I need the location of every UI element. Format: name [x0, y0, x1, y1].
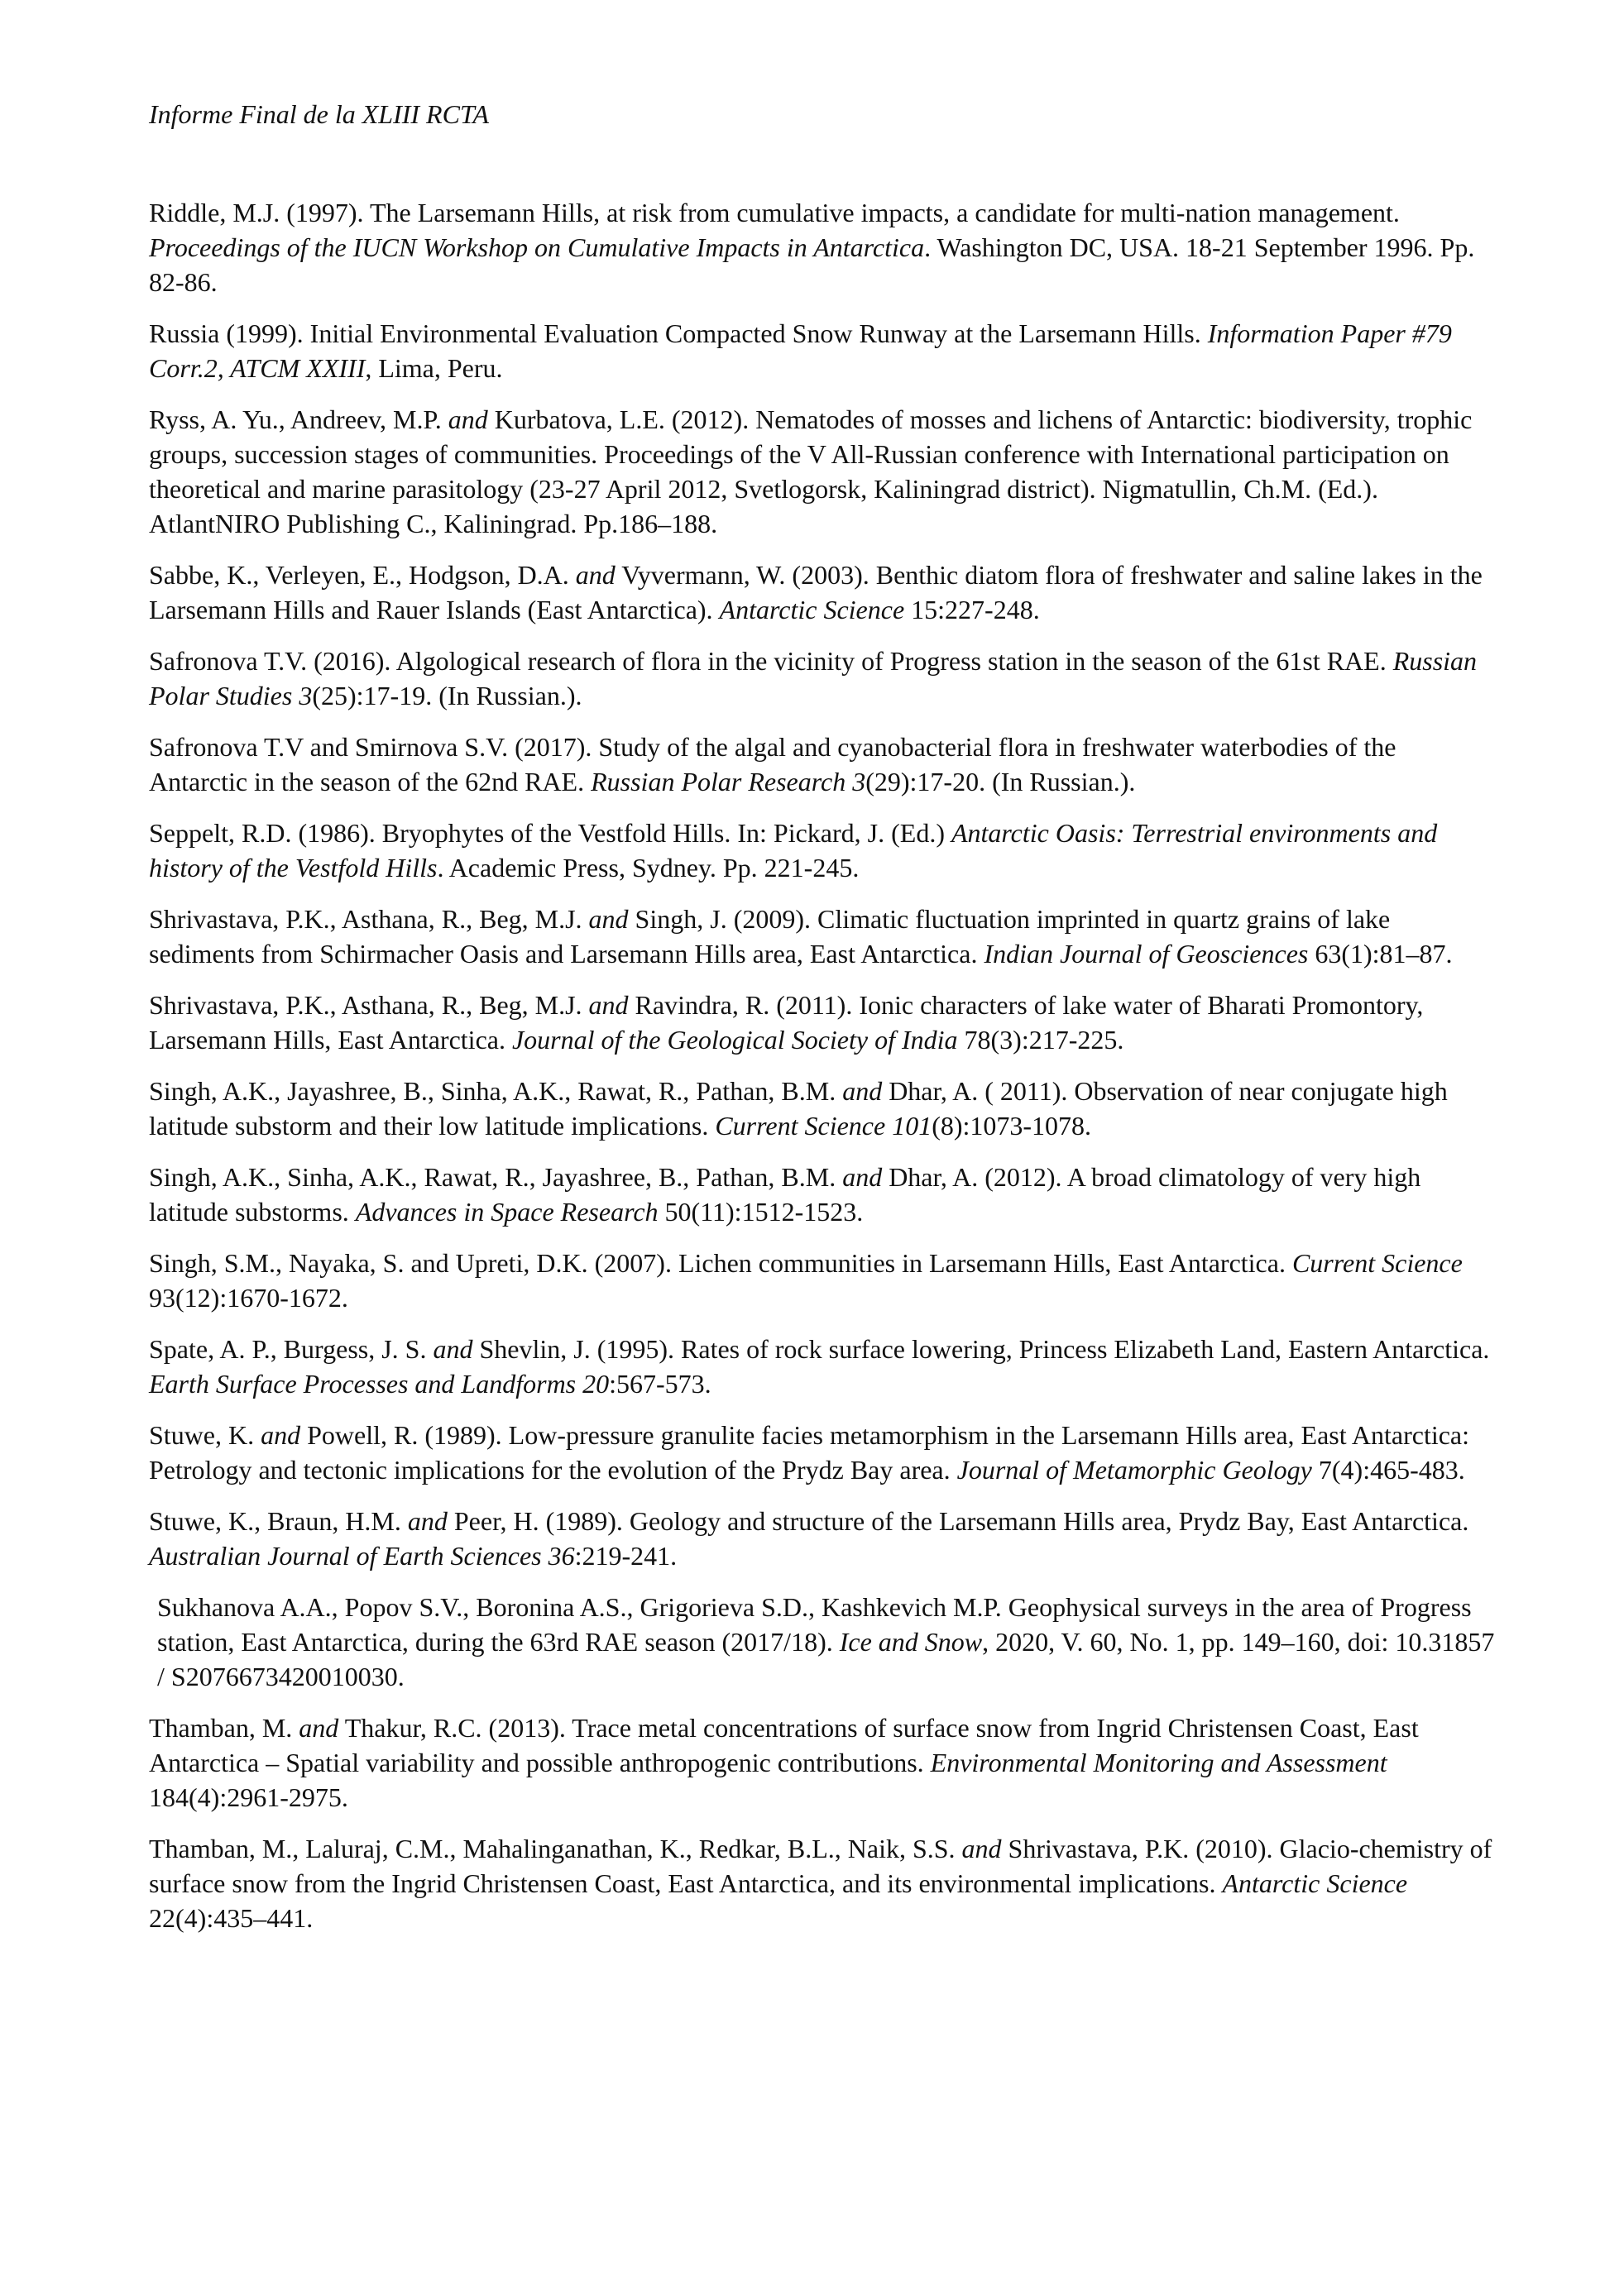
reference-text-segment: (29):17-20. (In Russian.).: [865, 767, 1136, 796]
reference-entry: [149, 1074, 1497, 1143]
reference-entry: [149, 1590, 1497, 1694]
reference-italic-segment: Russian Polar Studies 3: [149, 646, 1478, 710]
reference-italic-segment: Antarctic Oasis: Terrestrial environments and history of the Vestfold Hills: [149, 818, 1438, 883]
reference-text-segment: Thamban, M., Laluraj, C.M., Mahalinganathan, K., Redkar, B.L., Naik, S.S.: [149, 1834, 962, 1863]
reference-text-segment: Seppelt, R.D. (1986). Bryophytes of the Vestfold Hills. In: Pickard, J. (Ed.): [149, 818, 951, 848]
reference-text-segment: Powell, R. (1989). Low-pressure granulite facies metamorphism in the Larsemann Hills area, East Antarctica: Petrology and tectonic implications for the evolution of the Prydz Bay area.: [149, 1420, 1470, 1485]
reference-text-segment: Shrivastava, P.K., Asthana, R., Beg, M.J.: [149, 990, 589, 1020]
reference-text-segment: Thamban, M.: [149, 1713, 299, 1743]
reference-text-segment: 7(4):465-483.: [1311, 1455, 1465, 1485]
reference-text-segment: Stuwe, K.: [149, 1420, 261, 1450]
reference-text-segment: 93(12):1670-1672.: [149, 1283, 348, 1313]
reference-text-segment: Shevlin, J. (1995). Rates of rock surface lowering, Princess Elizabeth Land, Eastern Antarctica.: [472, 1334, 1490, 1364]
reference-italic-segment: Antarctic Science: [1222, 1868, 1408, 1898]
reference-text-segment: Dhar, A. ( 2011). Observation of near conjugate high latitude substorm and their low latitude implications.: [149, 1076, 1448, 1141]
reference-text-segment: Stuwe, K., Braun, H.M.: [149, 1506, 408, 1536]
reference-italic-segment: and: [842, 1076, 883, 1106]
reference-entry: [149, 1160, 1497, 1229]
reference-entry: [149, 1332, 1497, 1401]
reference-italic-segment: and: [448, 404, 488, 434]
reference-text-segment: Sukhanova A.A., Popov S.V., Boronina A.S., Grigorieva S.D., Kashkevich M.P. Geophysical surveys in the area of Progress station, East Antarctica, during the 63rd RAE season (2017/18).: [157, 1592, 1472, 1657]
reference-italic-segment: Australian Journal of Earth Sciences 36: [149, 1541, 575, 1571]
reference-text-segment: Spate, A. P., Burgess, J. S.: [149, 1334, 434, 1364]
running-header: Informe Final de la XLIII RCTA: [149, 99, 489, 129]
reference-text-segment: (25):17-19. (In Russian.).: [312, 681, 582, 710]
reference-italic-segment: Indian Journal of Geosciences: [984, 939, 1309, 969]
reference-italic-segment: Earth Surface Processes and Landforms 20: [149, 1369, 610, 1399]
reference-text-segment: Safronova T.V and Smirnova S.V. (2017). Study of the algal and cyanobacterial flora in freshwater waterbodies of the Antarctic in the season of the 62nd RAE.: [149, 732, 1396, 796]
reference-text-segment: Thakur, R.C. (2013). Trace metal concentrations of surface snow from Ingrid Christensen Coast, East Antarctica – Spatial variability and possible anthropogenic contributions.: [149, 1713, 1419, 1777]
reference-italic-segment: and: [407, 1506, 448, 1536]
reference-italic-segment: Journal of Metamorphic Geology: [956, 1455, 1312, 1485]
reference-entry: [149, 816, 1497, 885]
reference-text-segment: 78(3):217-225.: [957, 1025, 1124, 1055]
reference-italic-segment: Environmental Monitoring and Assessment: [930, 1748, 1387, 1777]
reference-entry: [149, 316, 1497, 385]
reference-italic-segment: Current Science: [1291, 1248, 1463, 1278]
reference-italic-segment: Journal of the Geological Society of India: [511, 1025, 958, 1055]
reference-italic-segment: and: [433, 1334, 473, 1364]
reference-entry: [149, 729, 1497, 799]
reference-entry: [149, 1504, 1497, 1573]
reference-text-segment: , Lima, Peru.: [365, 353, 503, 383]
reference-italic-segment: Antarctic Science: [719, 595, 905, 624]
reference-italic-segment: Russian Polar Research 3: [591, 767, 866, 796]
reference-text-segment: . Academic Press, Sydney. Pp. 221-245.: [437, 853, 860, 883]
reference-entry: [149, 557, 1497, 627]
reference-text-segment: Peer, H. (1989). Geology and structure of the Larsemann Hills area, Prydz Bay, East Antarctica.: [447, 1506, 1469, 1536]
reference-italic-segment: Proceedings of the IUCN Workshop on Cumulative Impacts in Antarctica: [149, 232, 925, 262]
reference-text-segment: 184(4):2961-2975.: [149, 1782, 348, 1812]
reference-text-segment: Singh, A.K., Jayashree, B., Sinha, A.K., Rawat, R., Pathan, B.M.: [149, 1076, 843, 1106]
reference-text-segment: 50(11):1512-1523.: [658, 1197, 864, 1227]
reference-text-segment: Russia (1999). Initial Environmental Evaluation Compacted Snow Runway at the Larsemann Hills.: [149, 318, 1208, 348]
reference-text-segment: (8):1073-1078.: [932, 1111, 1092, 1141]
reference-text-segment: Dhar, A. (2012). A broad climatology of very high latitude substorms.: [149, 1162, 1421, 1227]
reference-text-segment: Safronova T.V. (2016). Algological research of flora in the vicinity of Progress station in the season of the 61st RAE.: [149, 646, 1393, 676]
reference-entry: [149, 988, 1497, 1057]
reference-entry: [149, 1246, 1497, 1315]
reference-text-segment: :567-573.: [609, 1369, 711, 1399]
reference-entry: [149, 195, 1497, 299]
reference-text-segment: Vyvermann, W. (2003). Benthic diatom flora of freshwater and saline lakes in the Larsemann Hills and Rauer Islands (East Antarctica).: [149, 560, 1483, 624]
reference-italic-segment: Advances in Space Research: [355, 1197, 659, 1227]
reference-text-segment: . Washington DC, USA. 18-21 September 1996. Pp. 82-86.: [149, 232, 1475, 297]
reference-text-segment: :219-241.: [574, 1541, 678, 1571]
reference-text-segment: Sabbe, K., Verleyen, E., Hodgson, D.A.: [149, 560, 576, 590]
reference-text-segment: Shrivastava, P.K., Asthana, R., Beg, M.J.: [149, 904, 589, 934]
reference-text-segment: 63(1):81–87.: [1308, 939, 1453, 969]
reference-text-segment: Shrivastava, P.K. (2010). Glacio-chemistry of surface snow from the Ingrid Christensen Coast, East Antarctica, and its environmental implications.: [149, 1834, 1492, 1898]
reference-italic-segment: and: [588, 990, 629, 1020]
reference-text-segment: Singh, J. (2009). Climatic fluctuation imprinted in quartz grains of lake sediments from Schirmacher Oasis and Larsemann Hills area, East Antarctica.: [149, 904, 1391, 969]
reference-entry: [149, 1710, 1497, 1815]
reference-italic-segment: and: [261, 1420, 301, 1450]
reference-text-segment: Singh, S.M., Nayaka, S. and Upreti, D.K. (2007). Lichen communities in Larsemann Hills, East Antarctica.: [149, 1248, 1292, 1278]
reference-italic-segment: and: [961, 1834, 1002, 1863]
reference-list: [149, 195, 1497, 1952]
reference-text-segment: , 2020, V. 60, No. 1, pp. 149–160, doi: 10.31857 / S2076673420010030.: [157, 1627, 1495, 1691]
reference-italic-segment: and: [575, 560, 616, 590]
reference-italic-segment: and: [299, 1713, 339, 1743]
reference-text-segment: Ryss, A. Yu., Andreev, M.P.: [149, 404, 448, 434]
reference-entry: [149, 902, 1497, 971]
reference-entry: [149, 643, 1497, 713]
reference-italic-segment: Information Paper #79 Corr.2, ATCM XXIII: [149, 318, 1452, 383]
reference-entry: [149, 1831, 1497, 1935]
reference-entry: [149, 402, 1497, 541]
reference-text-segment: 22(4):435–441.: [149, 1903, 314, 1933]
reference-text-segment: Riddle, M.J. (1997). The Larsemann Hills, at risk from cumulative impacts, a candidate for multi-nation management.: [149, 198, 1400, 227]
reference-italic-segment: and: [588, 904, 629, 934]
reference-entry: [149, 1418, 1497, 1487]
reference-text-segment: Kurbatova, L.E. (2012). Nematodes of mosses and lichens of Antarctic: biodiversity, trophic groups, succession stages of communities. Proceedings of the V All-Russian conference with International participation on theoretical and marine parasitology (23-27 April 2012, Svetlogorsk, Kaliningrad district). Nigmatullin, Ch.M. (Ed.). AtlantNIRO Publishing C., Kaliningrad. Pp.186–188.: [149, 404, 1473, 538]
reference-italic-segment: Current Science 101: [715, 1111, 932, 1141]
reference-italic-segment: Ice and Snow: [839, 1627, 983, 1657]
reference-text-segment: 15:227-248.: [904, 595, 1040, 624]
reference-text-segment: Singh, A.K., Sinha, A.K., Rawat, R., Jayashree, B., Pathan, B.M.: [149, 1162, 843, 1192]
reference-italic-segment: and: [842, 1162, 883, 1192]
reference-text-segment: Ravindra, R. (2011). Ionic characters of lake water of Bharati Promontory, Larsemann Hills, East Antarctica.: [149, 990, 1424, 1055]
